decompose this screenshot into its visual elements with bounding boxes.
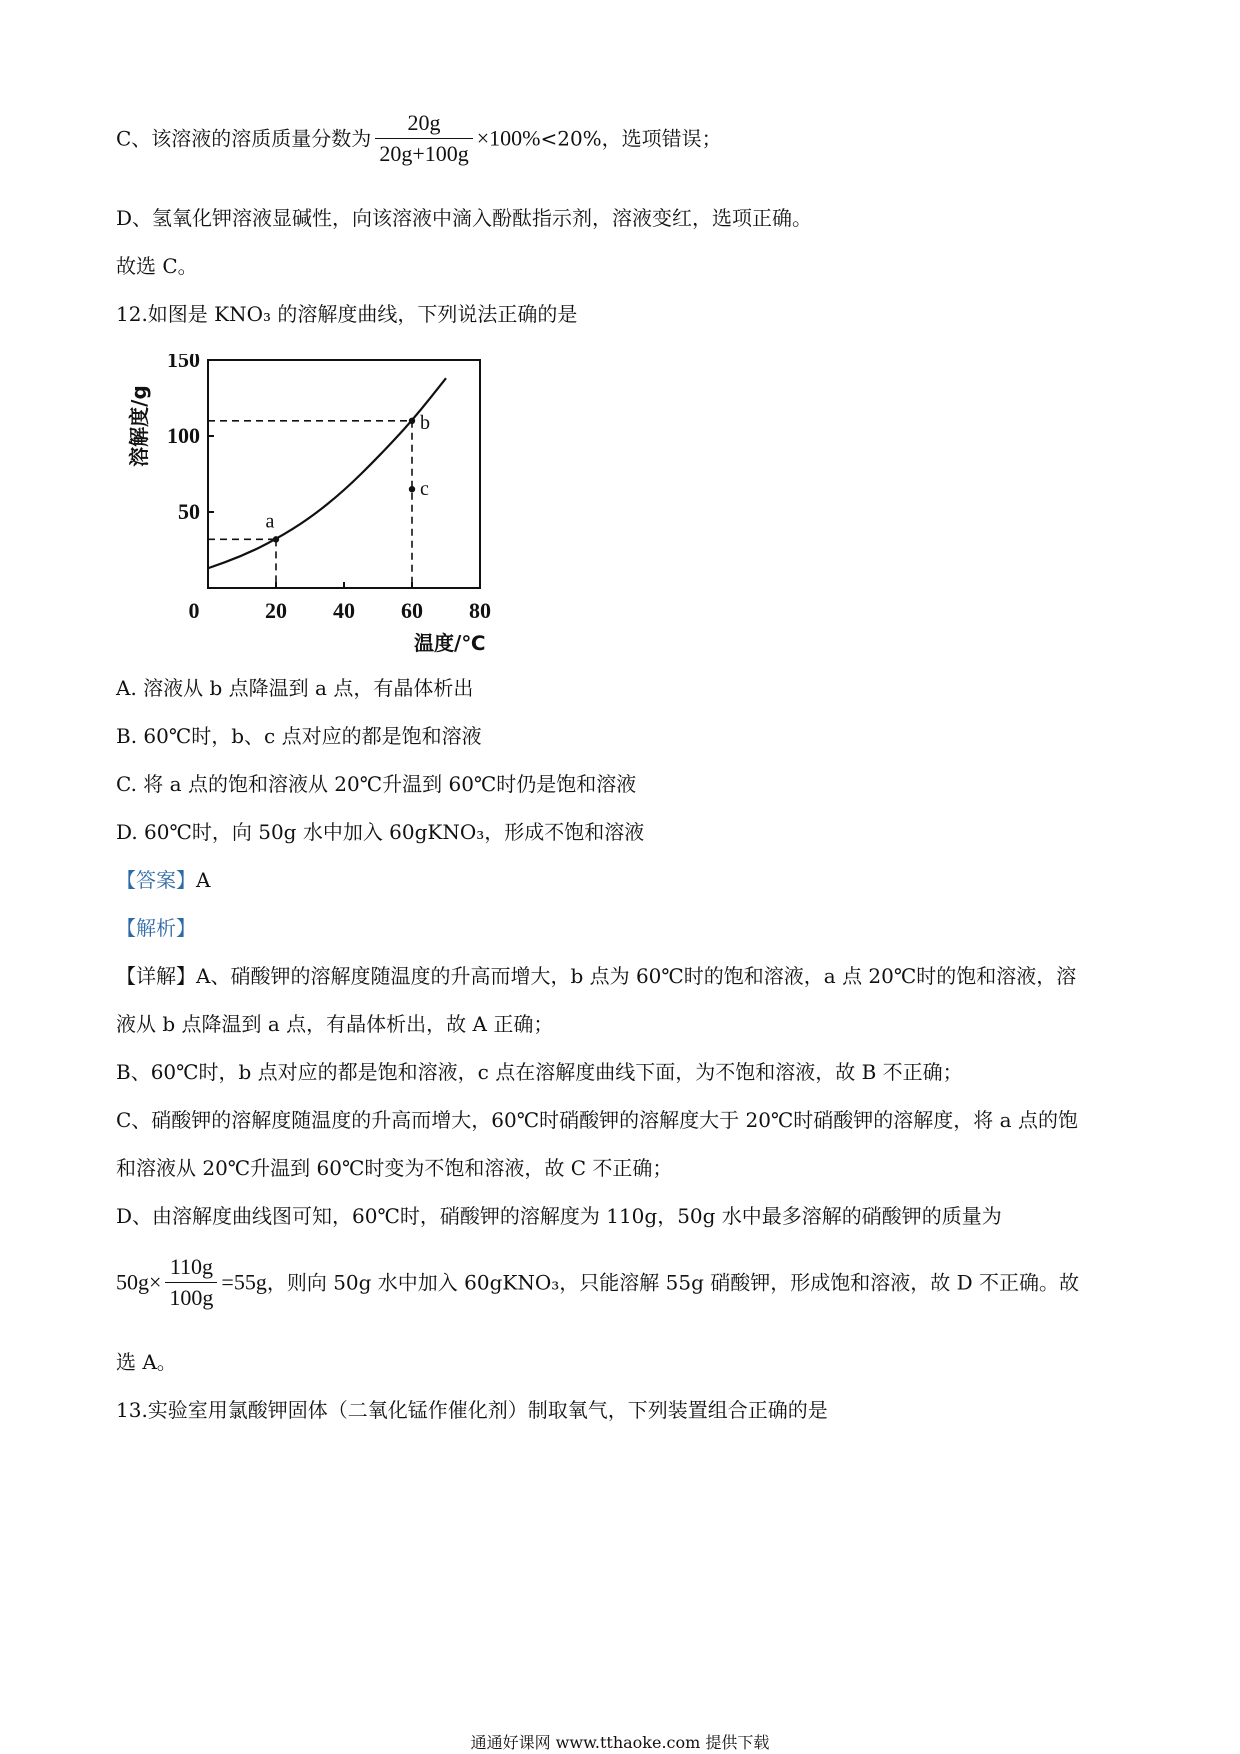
option-c: C. 将 a 点的饱和溶液从 20℃升温到 60℃时仍是饱和溶液 [116,772,637,796]
x-tick-label: 80 [469,598,491,623]
point-c [409,486,415,492]
fraction-solubility [165,1256,217,1309]
x-axis-label: 温度/℃ [414,631,486,655]
point-b [409,418,415,424]
footer: 通通好课网 www.tthaoke.com 提供下载 [470,1733,770,1752]
option-c-previous [116,112,722,165]
solubility-curve [208,378,446,568]
option-c-conclusion: <20%，选项错误； [540,126,722,151]
x-tick-label: 60 [401,598,423,623]
formula-explanation: ，则向 50g 水中加入 60gKNO₃，只能溶解 55g 硝酸钾，形成饱和溶液，故 D 不正确。故 [266,1270,1079,1295]
choose-line: 选 A。 [116,1350,177,1374]
answer-tag: 【答案】 [116,868,196,892]
formula-prefix: 50g× [116,1269,162,1295]
point-a [273,536,279,542]
detail-line-2: 液从 b 点降温到 a 点，有晶体析出，故 A 正确； [116,1012,554,1036]
formula-result: =55g [221,1269,267,1295]
answer-value: A [196,868,211,892]
x-tick-label: 0 [188,598,200,623]
detail-line-1: 【详解】A、硝酸钾的溶解度随温度的升高而增大，b 点为 60℃时的饱和溶液，a 点 20℃时的饱和溶液，溶 [116,964,1077,988]
y-tick-label: 150 [167,354,200,372]
option-d-previous: D、氢氧化钾溶液显碱性，向该溶液中滴入酚酞指示剂，溶液变红，选项正确。 [116,206,813,230]
point-label-b: b [420,411,430,434]
option-b: B. 60℃时，b、c 点对应的都是饱和溶液 [116,724,482,748]
fraction-denominator: 100g [169,1285,214,1310]
percent-term: ×100% [476,125,541,151]
fraction-denominator: 20g+100g [379,141,469,166]
x-tick-label: 40 [333,598,355,623]
question-12-stem: 12.如图是 KNO₃ 的溶解度曲线，下列说法正确的是 [116,302,578,326]
fraction-mass-fraction [375,112,472,165]
x-tick-label: 20 [265,598,287,623]
point-label-c: c [420,478,429,501]
option-d: D. 60℃时，向 50g 水中加入 60gKNO₃，形成不饱和溶液 [116,820,645,844]
question-13-stem: 13.实验室用氯酸钾固体（二氧化锰作催化剂）制取氧气，下列装置组合正确的是 [116,1398,828,1422]
option-a: A. 溶液从 b 点降温到 a 点，有晶体析出 [116,676,474,700]
solubility-chart [124,354,504,660]
answer-line [116,870,210,890]
point-label-a: a [265,510,275,533]
option-c-text: C、该溶液的溶质质量分数为 [116,126,372,151]
choose-previous: 故选 C。 [116,254,198,278]
fraction-numerator: 110g [165,1256,217,1283]
analysis-tag: 【解析】 [116,916,196,940]
y-tick-label: 50 [178,499,200,524]
detail-line-3: B、60℃时，b 点对应的都是饱和溶液，c 点在溶解度曲线下面，为不饱和溶液，故 B 不正确； [116,1060,963,1084]
detail-line-5: 和溶液从 20℃升温到 60℃时变为不饱和溶液，故 C 不正确； [116,1156,673,1180]
fraction-numerator: 20g [375,112,472,139]
y-axis-label: 溶解度/g [127,385,151,467]
y-tick-label: 100 [167,423,200,448]
formula-line [116,1256,1079,1309]
plot-frame [208,360,480,588]
detail-line-6: D、由溶解度曲线图可知，60℃时，硝酸钾的溶解度为 110g，50g 水中最多溶解的硝酸钾的质量为 [116,1204,1002,1228]
detail-line-4: C、硝酸钾的溶解度随温度的升高而增大，60℃时硝酸钾的溶解度大于 20℃时硝酸钾的溶解度，将 a 点的饱 [116,1108,1078,1132]
